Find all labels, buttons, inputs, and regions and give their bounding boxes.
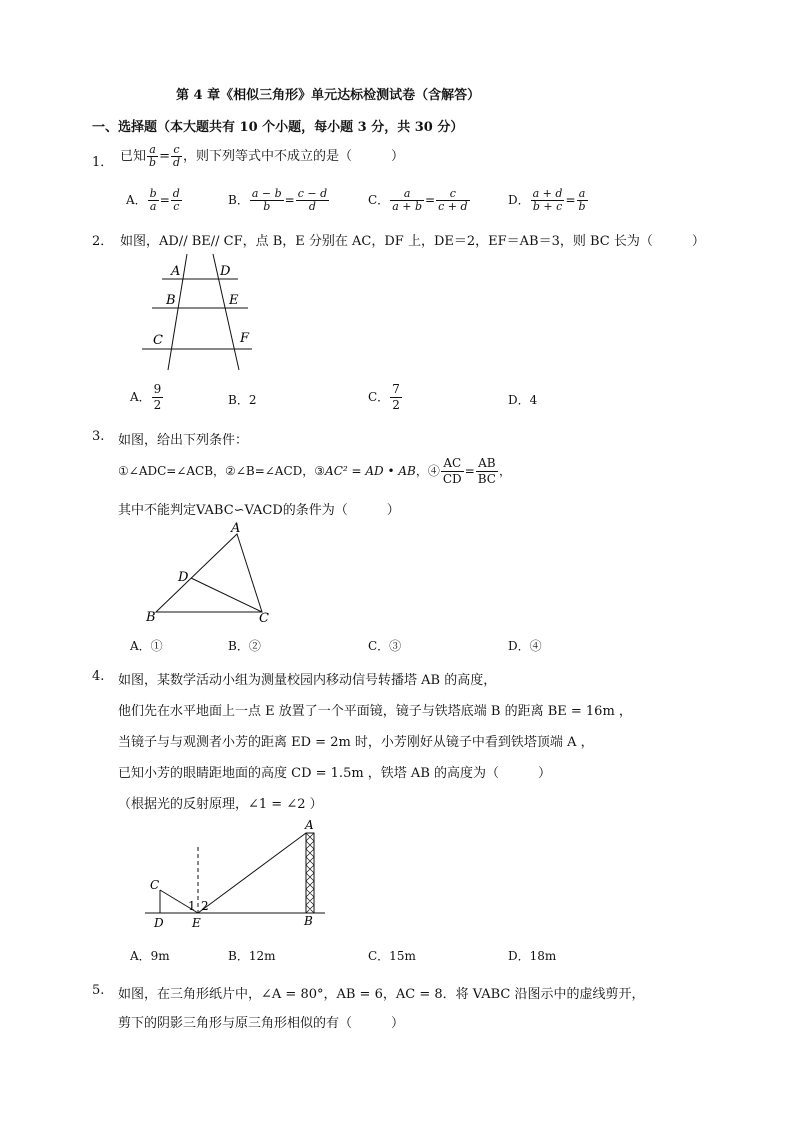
q1-post: ，则下列等式中不成立的是（ ） bbox=[183, 149, 405, 164]
q1-pre: 已知 bbox=[120, 149, 147, 164]
q2-option-a: A． $\frac{9}{2}$ bbox=[130, 382, 162, 412]
label-d: D bbox=[154, 916, 164, 930]
label-c: C bbox=[150, 878, 160, 892]
q3-conditions: ①∠ADC=∠ACB，②∠B=∠ACD，③AC² = AD • AB，④ $\frac{AC}{CD}$ = $\frac{AB}{BC}$ ， bbox=[118, 456, 511, 486]
q3-figure bbox=[140, 518, 280, 628]
q1-option-c: C． $\frac{a}{a + b}$ = $\frac{c}{c + d}$ bbox=[368, 187, 468, 213]
label-a: A bbox=[231, 521, 241, 536]
label-b: B bbox=[166, 293, 176, 308]
q5-line1: 如图，在三角形纸片中，∠A = 80°，AB = 6，AC = 8．将 VABC 沿图示中的虚线剪开， bbox=[118, 987, 645, 1002]
page-title: 第 4 章《相似三角形》单元达标检测试卷（含解答） bbox=[176, 88, 481, 103]
q4-figure bbox=[140, 815, 330, 935]
section-heading: 一、选择题（本大题共有 10 个小题，每小题 3 分，共 30 分） bbox=[92, 120, 464, 135]
q1-stem: 已知 $\frac{a}{b}$ = $\frac{c}{d}$ ，则下列等式中不成立的是（ ） bbox=[120, 143, 405, 169]
q3-option-c: C．③ bbox=[368, 639, 402, 653]
q3-cond1: ①∠ADC=∠ACB，②∠B=∠ACD，③ bbox=[118, 464, 326, 478]
label-c: C bbox=[153, 333, 163, 348]
label-a: A bbox=[305, 818, 314, 832]
q3-question: 其中不能判定VABC∽VACD的条件为（ ） bbox=[118, 503, 400, 518]
q1-frac-c-d: $\frac{c}{d}$ bbox=[172, 143, 181, 169]
label-f: F bbox=[240, 331, 250, 346]
q3-option-d: D．④ bbox=[508, 639, 542, 653]
label-b: B bbox=[304, 914, 313, 928]
q2-option-d: D．4 bbox=[508, 393, 538, 407]
label-d: D bbox=[178, 570, 189, 585]
q3-option-b: B．② bbox=[228, 639, 261, 653]
q4-option-d: D．18m bbox=[508, 949, 557, 963]
q4-option-b: B．12m bbox=[228, 949, 276, 963]
q4-option-a: A．9m bbox=[130, 949, 170, 963]
q1-option-a: A． $\frac{b}{a}$ = $\frac{d}{c}$ bbox=[126, 187, 180, 213]
q2-option-b: B．2 bbox=[228, 393, 257, 407]
q5-number: 5. bbox=[92, 983, 105, 998]
q4-number: 4. bbox=[92, 669, 105, 684]
label-d: D bbox=[220, 264, 231, 279]
q2-option-c: C． $\frac{7}{2}$ bbox=[368, 382, 400, 412]
q4-option-c: C．15m bbox=[368, 949, 416, 963]
q4-line5: （根据光的反射原理，∠1 = ∠2 ） bbox=[118, 797, 323, 812]
q1-number: 1． bbox=[92, 155, 114, 170]
reflected-ray bbox=[198, 833, 306, 913]
q3-option-a: A．① bbox=[130, 639, 163, 653]
q1-frac-a-b: $\frac{a}{b}$ bbox=[149, 143, 157, 169]
q2-stem: 如图，AD// BE// CF，点 B，E 分别在 AC，DF 上，DE＝2，EF＝AB＝3，则 BC 长为（ ） bbox=[120, 234, 705, 249]
triangle-abc bbox=[156, 534, 262, 612]
q2-number: 2． bbox=[92, 234, 114, 249]
angle-1-label: 1 bbox=[188, 899, 196, 913]
q4-line4: 已知小芳的眼睛距地面的高度 CD = 1.5m ，铁塔 AB 的高度为（ ） bbox=[118, 766, 551, 781]
segment-cd bbox=[191, 578, 262, 612]
q4-line2: 他们先在水平地面上一点 E 放置了一个平面镜，镜子与铁塔底端 B 的距离 BE = 16m ， bbox=[118, 704, 632, 719]
angle-2-label: 2 bbox=[201, 899, 209, 913]
q4-line3: 当镜子与与观测者小芳的距离 ED = 2m 时，小芳刚好从镜子中看到铁塔顶端 A ， bbox=[118, 735, 594, 750]
label-e: E bbox=[192, 916, 201, 930]
q4-line1: 如图，某数学活动小组为测量校园内移动信号转播塔 AB 的高度， bbox=[118, 673, 497, 688]
label-a: A bbox=[171, 264, 181, 279]
q1-option-d: D． $\frac{a + d}{b + c}$ = $\frac{a}{b}$ bbox=[508, 187, 586, 213]
q1-option-b: B． $\frac{a - b}{b}$ = $\frac{c - d}{d}$ bbox=[228, 187, 328, 213]
q3-number: 3. bbox=[92, 429, 105, 444]
q3-cond4: ，④ bbox=[415, 464, 440, 478]
label-c: C bbox=[259, 611, 269, 626]
q2-figure bbox=[140, 252, 265, 372]
q5-line2: 剪下的阴影三角形与原三角形相似的有（ ） bbox=[118, 1016, 405, 1031]
label-e: E bbox=[229, 293, 239, 308]
label-b: B bbox=[146, 610, 156, 625]
tower-lattice bbox=[306, 833, 314, 913]
q3-stem: 如图，给出下列条件： bbox=[118, 433, 249, 448]
q3-cond3: AC² = AD • AB bbox=[325, 464, 416, 478]
